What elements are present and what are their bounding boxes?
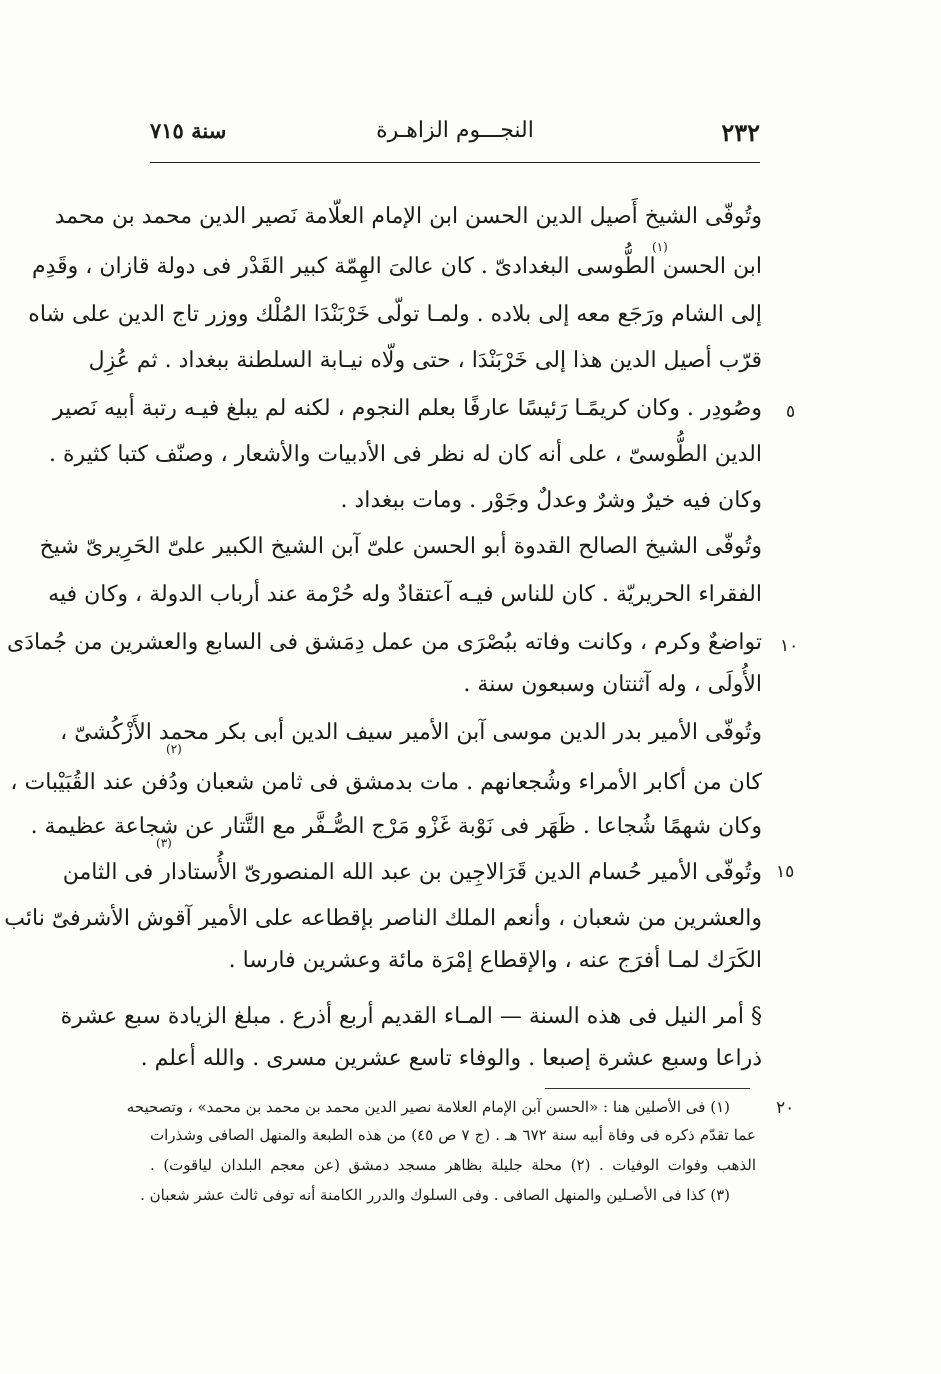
- text-line: وكان شهمًا شُجاعا . ظَهَر فى نَوْبة غَزْو مَرْج الصُّـفَّر مع التَّتار عن شجاعة عظيمة .: [30, 814, 762, 839]
- text-line: وتُوفّى الشيخ أَصيل الدين الحسن ابن الإمام العلّامة نَصير الدين محمد بن محمد: [54, 204, 762, 229]
- margin-number-20: ٢٠: [776, 1098, 795, 1118]
- footnote-line: (٣) كذا فى الأصـلين والمنهل الصافى . وفى السلوك والدرر الكامنة أنه توفى ثالث عشر شعبان .: [140, 1186, 730, 1204]
- text-line: ابن الحسن الطُّوسى البغدادىّ . كان عالىَ الهِمّة كبير القَدْر فى دولة قازان ، وقَدِم: [32, 254, 762, 279]
- text-line: الأُولَى ، وله آثنتان وسبعون سنة .: [463, 672, 762, 697]
- text-line: الفقراء الحريريّة . كان للناس فيـه آعتقادٌ وله حُرْمة عند أرباب الدولة ، وكان فيه: [48, 582, 762, 607]
- header-book-title: النجـــوم الزاهـرة: [376, 118, 534, 143]
- footnote-line: (١) فى الأصلين هنا : «الحسن آبن الإمام العلامة نصير الدين محمد بن محمد بن محمد» ، وتصحيحه: [126, 1098, 730, 1116]
- text-line: وتُوفّى الأمير بدر الدين موسى آبن الأمير سيف الدين أبى بكر محمد الأَزْكُشىّ ،: [60, 720, 762, 745]
- text-line: كان من أكابر الأمراء وشُجعانهم . مات بدمشق فى ثامن شعبان ودُفن عند القُبَيْبات ،: [10, 770, 762, 795]
- header-rule: [150, 162, 760, 163]
- footnote-ref-1: (١): [652, 240, 668, 254]
- margin-number-15: ١٥: [776, 862, 795, 882]
- footnote-ref-2: (٢): [166, 742, 182, 756]
- margin-number-5: ٥: [786, 402, 796, 422]
- footnote-ref-3: (٣): [156, 836, 172, 850]
- text-line: § أمر النيل فى هذه السنة — المـاء القديم أربع أذرع . مبلغ الزيادة سبع عشرة: [60, 1004, 762, 1029]
- header-year: سنة ٧١٥: [150, 118, 227, 143]
- text-line: الكَرَك لمـا أفرَج عنه ، والإقطاع إمْرَة مائة وعشرين فارسا .: [228, 948, 762, 973]
- text-line: إلى الشام ورَجَع معه إلى بلاده . ولمـا تولّى خَرْبَنْدَا المُلْك ووزر تاج الدين على شاه: [28, 302, 762, 327]
- text-line: وكان فيه خيرٌ وشرٌ وعدلٌ وجَوْر . ومات ببغداد .: [340, 488, 762, 513]
- footnote-line: الذهب وفوات الوفيات . (٢) محلة جليلة بظاهر مسجد دمشق (عن معجم البلدان لياقوت) .: [150, 1156, 756, 1174]
- running-header: [150, 118, 760, 162]
- text-line: وتُوفّى الشيخ الصالح القدوة أبو الحسن علىّ آبن الشيخ الكبير علىّ الحَرِيرىّ شيخ: [39, 534, 762, 559]
- text-line: وتُوفّى الأمير حُسام الدين قَرَالاجِين بن عبد الله المنصورىّ الأُستادار فى الثامن: [62, 860, 762, 885]
- text-line: قرّب أصيل الدين هذا إلى خَرْبَنْدَا ، حتى ولّاه نيـابة السلطنة ببغداد . ثم عُزِل: [88, 348, 762, 373]
- text-line: ذراعا وسبع عشرة إصبعا . والوفاء تاسع عشرين مسرى . والله أعلم .: [140, 1046, 762, 1071]
- footnote-line: عما تقدّم ذكره فى وفاة أبيه سنة ٦٧٢ هـ . (ج ٧ ص ٤٥) من هذه الطبعة والمنهل الصافى وشذرات: [150, 1126, 756, 1144]
- text-line: وصُودِر . وكان كريمًـا رَئيسًا عارفًا بعلم النجوم ، لكنه لم يبلغ فيـه رتبة أبيه نَصير: [53, 396, 762, 421]
- footnote-rule: [545, 1088, 750, 1089]
- text-line: الدين الطُّوسىّ ، على أنه كان له نظر فى الأدبيات والأشعار ، وصنّف كتبا كثيرة .: [49, 442, 762, 467]
- header-page-number: ٢٣٢: [721, 118, 760, 147]
- text-line: والعشرين من شعبان ، وأنعم الملك الناصر بإقطاعه على الأمير آقوش الأشرفىّ نائب: [4, 906, 762, 931]
- text-line: تواضعٌ وكرم ، وكانت وفاته ببُصْرَى من عمل دِمَشق فى السابع والعشرين من جُمادَى: [6, 630, 762, 655]
- margin-number-10: ١٠: [780, 636, 799, 656]
